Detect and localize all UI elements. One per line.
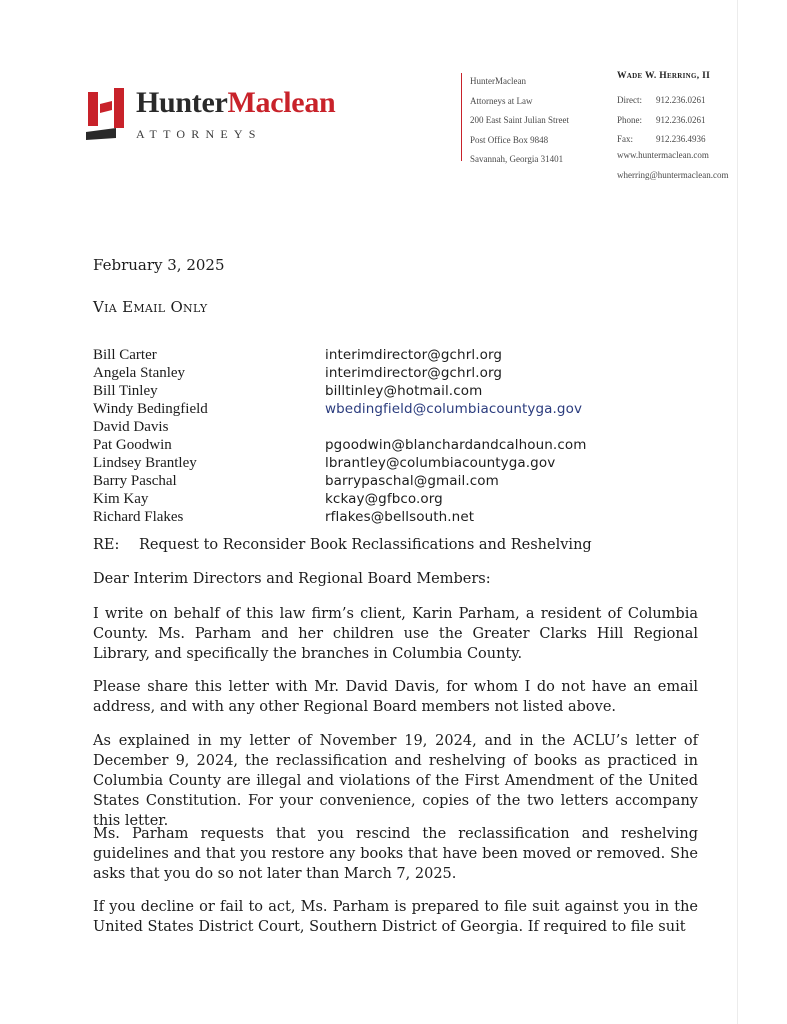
brand-name-part2: Maclean: [227, 86, 336, 119]
firm-address-block: [470, 72, 569, 170]
recipient-name: David Davis: [93, 419, 169, 435]
recipient-email[interactable]: interimdirector@gchrl.org: [325, 347, 503, 363]
body-paragraph: If you decline or fail to act, Ms. Parham is prepared to file suit against you in the United States District Court, Southern District of Georgia. If required to file suit: [93, 899, 698, 935]
recipient-name: Bill Tinley: [93, 383, 158, 399]
subject-text: Request to Reconsider Book Reclassifications and Reshelving: [139, 537, 592, 553]
recipient-email[interactable]: interimdirector@gchrl.org: [325, 365, 503, 381]
firm-line: Savannah, Georgia 31401: [470, 154, 564, 164]
recipient-name: Windy Bedingfield: [93, 401, 208, 417]
delivery-method: Via Email Only: [93, 298, 208, 316]
recipient-name: Pat Goodwin: [93, 437, 172, 453]
subject-line: [93, 537, 592, 553]
direct-value: 912.236.0261: [656, 95, 706, 105]
recipient-name: Barry Paschal: [93, 473, 177, 489]
body-paragraph: I write on behalf of this law firm’s client, Karin Parham, a resident of Columbia County. Ms. Parham and her children use the Greater Clarks Hill Regional Library, and specifically the branches in Columbia County.: [93, 606, 698, 662]
fax-label: Fax:: [617, 134, 634, 144]
recipient-name: Angela Stanley: [93, 365, 186, 381]
salutation: Dear Interim Directors and Regional Board Members:: [93, 571, 491, 587]
letterhead-divider: [461, 73, 462, 161]
recipient-name: Richard Flakes: [93, 509, 184, 525]
sender-web-block: [617, 146, 729, 185]
recipient-email[interactable]: lbrantley@columbiacountyga.gov: [325, 455, 556, 471]
sender-contact-rows: [617, 91, 706, 150]
firm-line: Attorneys at Law: [470, 95, 533, 106]
direct-label: Direct:: [617, 95, 642, 105]
brand-name: [136, 86, 335, 120]
sender-name: Wade W. Herring, II: [617, 71, 711, 81]
fax-value: 912.236.4936: [656, 134, 706, 144]
firm-line: Post Office Box 9848: [470, 134, 549, 145]
recipient-email[interactable]: billtinley@hotmail.com: [325, 383, 483, 399]
recipient-name: Lindsey Brantley: [93, 455, 197, 471]
email-link[interactable]: wherring@huntermaclean.com: [617, 169, 729, 180]
recipient-name: Bill Carter: [93, 347, 157, 363]
page-edge: [737, 0, 738, 1024]
recipient-name: Kim Kay: [93, 491, 149, 507]
firm-line: 200 East Saint Julian Street: [470, 115, 569, 125]
brand-tagline: ATTORNEYS: [136, 127, 262, 141]
subject-label: RE:: [93, 537, 120, 553]
letter-date: February 3, 2025: [93, 256, 225, 274]
firm-line: HunterMaclean: [470, 76, 526, 86]
website-link[interactable]: www.huntermaclean.com: [617, 150, 709, 160]
body-paragraph: Please share this letter with Mr. David Davis, for whom I do not have an email address, and with any other Regional Board members not listed above.: [93, 679, 698, 715]
direct-row: [617, 91, 706, 111]
body-paragraph: As explained in my letter of November 19, 2024, and in the ACLU’s letter of December 9, 2024, the reclassification and reshelving of books as practiced in Columbia County are illegal and violations of the First Amendment of the United States Constitution. For your convenience, copies of the two letters accompany this letter.: [93, 733, 698, 829]
phone-row: [617, 111, 706, 131]
huntermaclean-logo-icon: [86, 88, 126, 140]
brand-name-part1: Hunter: [136, 86, 228, 119]
recipient-email[interactable]: kckay@gfbco.org: [325, 491, 443, 507]
phone-value: 912.236.0261: [656, 114, 706, 125]
recipient-email[interactable]: barrypaschal@gmail.com: [325, 473, 499, 489]
recipient-email[interactable]: wbedingfield@columbiacountyga.gov: [325, 401, 583, 417]
recipient-email[interactable]: rflakes@bellsouth.net: [325, 509, 475, 525]
body-paragraph: Ms. Parham requests that you rescind the reclassification and reshelving guidelines and that you restore any books that have been moved or removed. She asks that you do so not later than March 7, 2025.: [93, 826, 698, 882]
recipient-email[interactable]: pgoodwin@blanchardandcalhoun.com: [325, 437, 587, 453]
phone-label: Phone:: [617, 114, 643, 125]
